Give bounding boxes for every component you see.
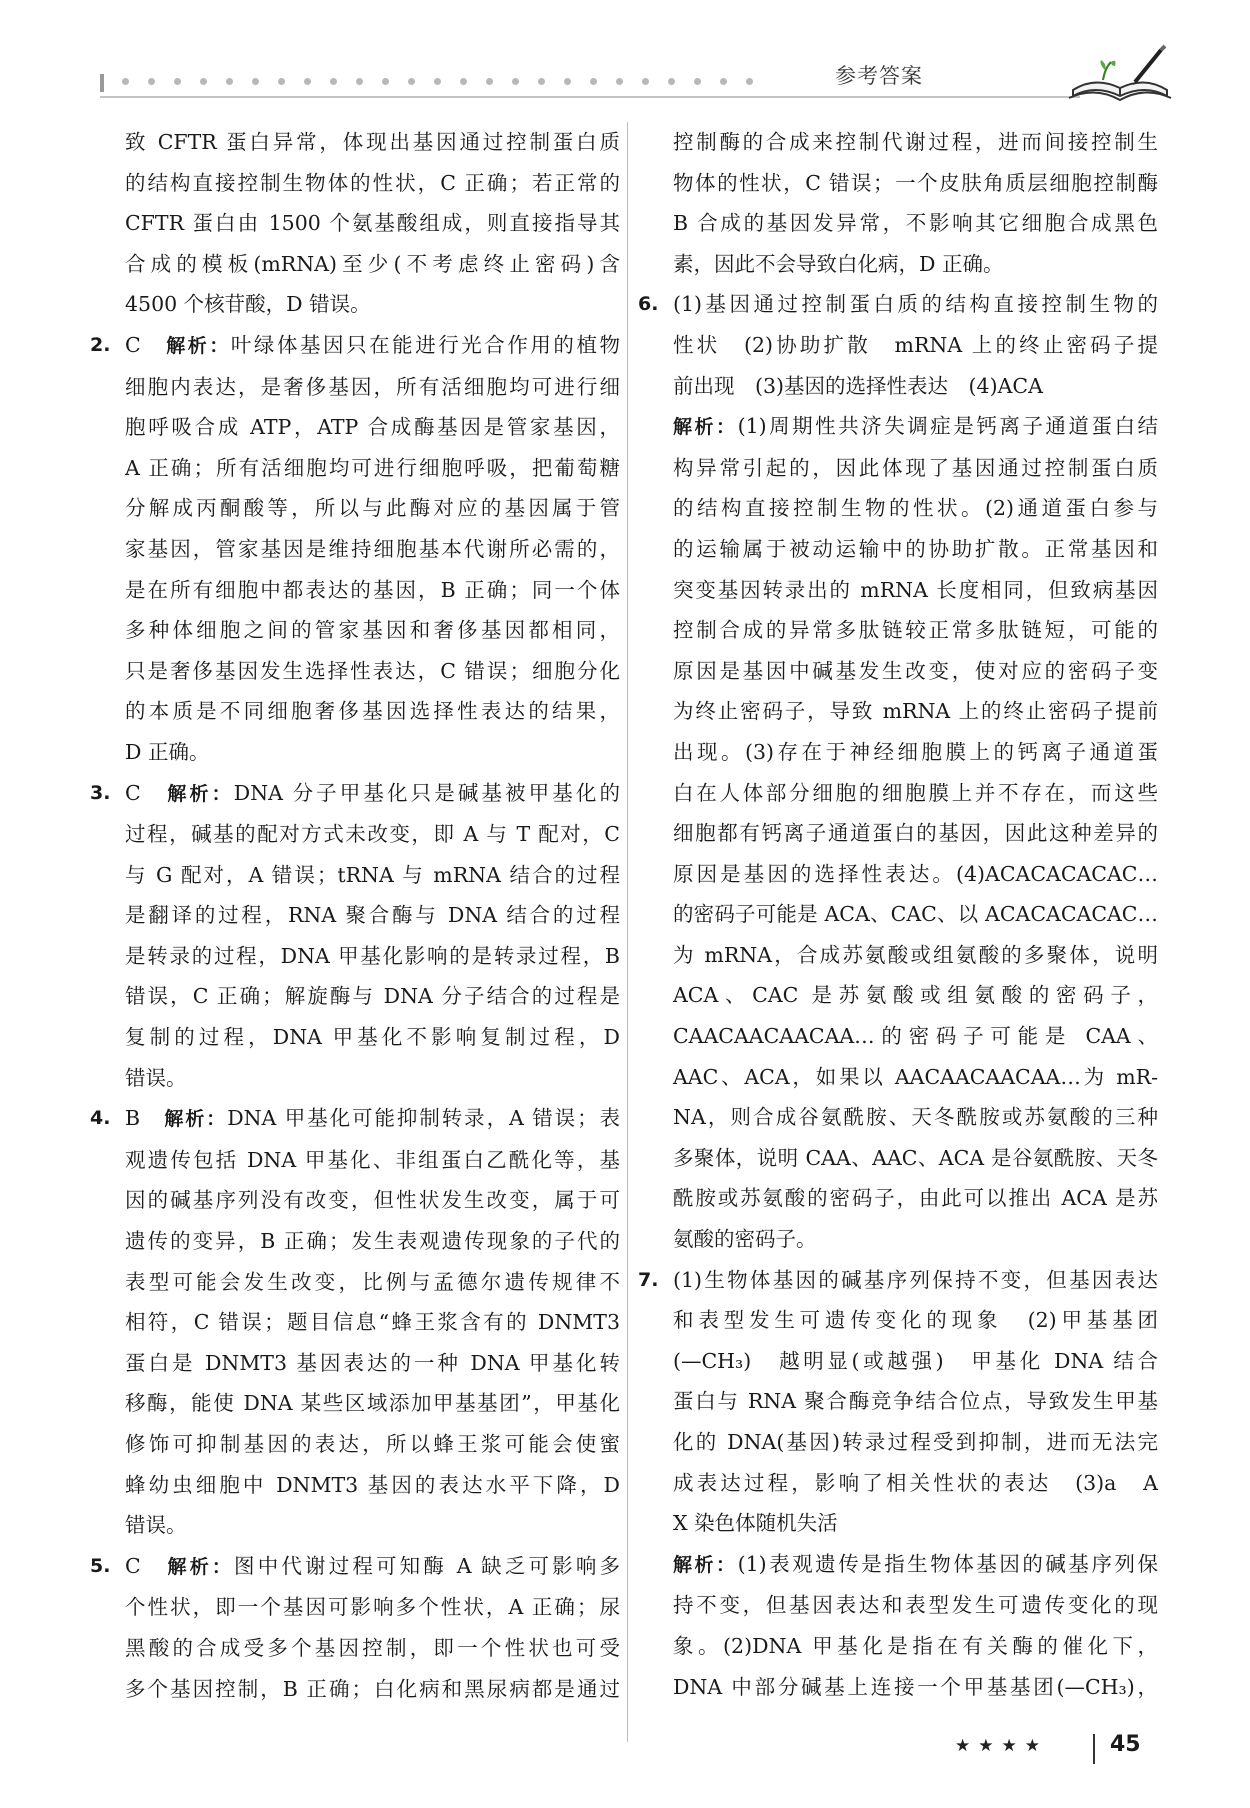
text-line: 白在人体部分细胞的细胞膜上并不存在，而这些 xyxy=(673,780,1158,805)
text-line: 的结构直接控制生物的性状。(2)通道蛋白参与 xyxy=(673,496,1158,521)
text-line: 图中代谢过程可知酶 A 缺乏可影响多 xyxy=(234,1553,620,1578)
text-line: 家基因，管家基因是维持细胞基本代谢所必需的， xyxy=(125,536,620,561)
text-line: A 正确；所有活细胞均可进行细胞呼吸，把葡萄糖 xyxy=(125,455,620,480)
text-line: 个性状，即一个基因可影响多个性状，A 正确；尿 xyxy=(125,1595,620,1620)
text-line: X 染色体随机失活 xyxy=(673,1511,838,1536)
item-number: 7. xyxy=(638,1268,659,1291)
text-line: 胞呼吸合成 ATP，ATP 合成酶基因是管家基因， xyxy=(125,415,620,440)
text-line: 错误。 xyxy=(125,1065,187,1090)
header-rule xyxy=(100,96,1080,98)
text-line: (—CH₃) 越明显(或越强) 甲基化 DNA 结合 xyxy=(673,1348,1158,1373)
text-line: 持不变，但基因表达和表型发生可遗传变化的现 xyxy=(673,1593,1158,1618)
text-line: 黑酸的合成受多个基因控制，即一个性状也可受 xyxy=(125,1635,620,1660)
text-line: 成表达过程，影响了相关性状的表达 (3)a A xyxy=(673,1470,1158,1495)
answer-choice: C xyxy=(125,1553,141,1578)
book-pen-icon xyxy=(1065,40,1175,110)
column-divider xyxy=(627,122,628,1742)
header-accent-bar xyxy=(100,74,104,92)
text-line: 为 mRNA，合成苏氨酸或组氨酸的多聚体，说明 xyxy=(673,942,1158,967)
text-line: 突变基因转录出的 mRNA 长度相同，但致病基因 xyxy=(673,577,1158,602)
text-line: 表型可能会发生改变，比例与孟德尔遗传规律不 xyxy=(125,1269,620,1294)
text-line: 控制合成的异常多肽链较正常多肽链短，可能的 xyxy=(673,618,1158,643)
text-line: (1)表观遗传是指生物体基因的碱基序列保 xyxy=(737,1551,1158,1576)
text-line: 的结构直接控制生物体的性状，C 正确；若正常的 xyxy=(125,170,620,195)
answer-item-7 xyxy=(638,1260,1158,1708)
answer-choice: C xyxy=(125,780,141,805)
text-line: 修饰可抑制基因的表达，所以蜂王浆可能会使蜜 xyxy=(125,1432,620,1456)
text-line: 相符，C 错误；题目信息“蜂王浆含有的 DNMT3 xyxy=(125,1310,620,1335)
text-line: 控制酶的合成来控制代谢过程，进而间接控制生 xyxy=(673,130,1158,154)
analysis-label: 解析： xyxy=(673,1553,738,1576)
text-line: 氨酸的密码子。 xyxy=(673,1227,817,1252)
text-line: B 合成的基因发异常，不影响其它细胞合成黑色 xyxy=(673,211,1158,236)
text-line: 的密码子可能是 ACA、CAC、以 ACACACACAC… xyxy=(673,902,1158,927)
text-line: 蛋白与 RNA 聚合酶竞争结合位点，导致发生甲基 xyxy=(673,1389,1158,1414)
text-line: DNA 甲基化可能抑制转录，A 错误；表 xyxy=(227,1106,620,1131)
text-line: 蛋白是 DNMT3 基因表达的一种 DNA 甲基化转 xyxy=(125,1350,620,1375)
item-number: 4. xyxy=(90,1107,111,1130)
analysis-label: 解析： xyxy=(673,416,738,439)
answer-item-2 xyxy=(90,325,620,773)
text-line: DNA 分子甲基化只是碱基被甲基化的 xyxy=(233,780,621,805)
text-line: 象。(2)DNA 甲基化是指在有关酶的催化下， xyxy=(673,1633,1158,1658)
text-line: 前出现 (3)基因的选择性表达 (4)ACA xyxy=(673,373,1043,398)
text-line: NA，则合成谷氨酰胺、天冬酰胺或苏氨酸的三种 xyxy=(673,1105,1158,1130)
text-line: 性状 (2)协助扩散 mRNA 上的终止密码子提 xyxy=(673,332,1158,357)
text-line: 的运输属于被动运输中的协助扩散。正常基因和 xyxy=(673,536,1158,561)
text-line: 原因是基因中碱基发生改变，使对应的密码子变 xyxy=(673,658,1158,683)
text-line: 因的碱基序列没有改变，但性状发生改变，属于可 xyxy=(125,1188,620,1213)
page-number: 45 xyxy=(1110,1732,1141,1757)
text-line: 只是奢侈基因发生选择性表达，C 错误；细胞分化 xyxy=(125,658,620,683)
text-line: 错误。 xyxy=(125,1513,187,1538)
text-line: 叶绿体基因只在能进行光合作用的植物 xyxy=(230,332,620,357)
difficulty-stars: ★★★★ xyxy=(955,1736,1048,1756)
item-number: 5. xyxy=(90,1554,111,1577)
text-line: 物体的性状，C 错误；一个皮肤角质层细胞控制酶 xyxy=(673,170,1158,195)
text-line: ACA、CAC 是苏氨酸或组氨酸的密码子， xyxy=(673,983,1158,1008)
answer-continuation xyxy=(100,122,620,325)
text-line: 是转录的过程，DNA 甲基化影响的是转录过程，B xyxy=(125,943,620,968)
text-line: 多种体细胞之间的管家基因和奢侈基因都相同， xyxy=(125,618,620,643)
text-line: 蜂幼虫细胞中 DNMT3 基因的表达水平下降，D xyxy=(125,1472,620,1497)
answer-continuation xyxy=(648,122,1158,284)
text-line: 原因是基因的选择性表达。(4)ACACACACAC… xyxy=(673,861,1158,886)
text-line: 和表型发生可遗传变化的现象 (2)甲基基团 xyxy=(673,1308,1158,1333)
analysis-label: 解析： xyxy=(167,1555,235,1578)
answer-choice: C xyxy=(125,332,141,357)
item-number: 2. xyxy=(90,333,111,356)
item-number: 3. xyxy=(90,781,111,804)
text-line: 酰胺或苏氨酸的密码子，由此可以推出 ACA 是苏 xyxy=(673,1186,1158,1211)
left-column xyxy=(90,122,621,1709)
answer-item-4 xyxy=(90,1098,620,1546)
text-line: (1)生物体基因的碱基序列保持不变，但基因表达 xyxy=(673,1267,1158,1292)
text-line: DNA 中部分碱基上连接一个甲基基团(—CH₃)， xyxy=(673,1674,1158,1699)
page-footer xyxy=(925,1730,1165,1770)
text-line: 出现。(3)存在于神经细胞膜上的钙离子通道蛋 xyxy=(673,739,1158,764)
text-line: CAACAACAACAA…的密码子可能是 CAA、 xyxy=(673,1024,1158,1049)
text-line: 构异常引起的，因此体现了基因通过控制蛋白质 xyxy=(673,455,1158,480)
header-dots xyxy=(122,78,753,85)
text-line: 分解成丙酮酸等，所以与此酶对应的基因属于管 xyxy=(125,496,620,521)
text-line: 合成的模板(mRNA)至少(不考虑终止密码)含 xyxy=(125,251,620,276)
text-line: D 正确。 xyxy=(125,739,210,764)
text-line: 移酶，能使 DNA 某些区域添加甲基基团”，甲基化 xyxy=(125,1391,620,1416)
text-line: 是翻译的过程，RNA 聚合酶与 DNA 结合的过程 xyxy=(125,903,620,928)
answer-item-6 xyxy=(638,284,1158,1259)
text-line: 致 CFTR 蛋白异常，体现出基因通过控制蛋白质 xyxy=(125,130,620,154)
answer-item-3 xyxy=(90,773,621,1099)
text-line: 为终止密码子，导致 mRNA 上的终止密码子提前 xyxy=(673,699,1158,724)
page-section-title: 参考答案 xyxy=(835,64,923,88)
answer-choice: B xyxy=(125,1106,141,1131)
text-line: 遗传的变异，B 正确；发生表观遗传现象的子代的 xyxy=(125,1229,620,1254)
item-number: 6. xyxy=(638,293,659,316)
text-line: 的本质是不同细胞奢侈基因选择性表达的结果， xyxy=(125,699,620,724)
text-line: 4500 个核苷酸，D 错误。 xyxy=(125,292,371,317)
text-line: 过程，碱基的配对方式未改变，即 A 与 T 配对，C xyxy=(125,822,620,847)
text-line: 与 G 配对，A 错误；tRNA 与 mRNA 结合的过程 xyxy=(125,862,620,887)
text-line: 细胞内表达，是奢侈基因，所有活细胞均可进行细 xyxy=(125,374,620,399)
analysis-label: 解析： xyxy=(164,1108,228,1131)
analysis-label: 解析： xyxy=(167,782,234,805)
analysis-label: 解析： xyxy=(166,334,231,357)
right-column xyxy=(638,122,1158,1707)
text-line: 细胞都有钙离子通道蛋白的基因，因此这种差异的 xyxy=(673,821,1158,846)
text-line: 多个基因控制，B 正确；白化病和黑尿病都是通过 xyxy=(125,1676,620,1701)
text-line: (1)周期性共济失调症是钙离子通道蛋白结 xyxy=(737,414,1158,439)
text-line: 复制的过程，DNA 甲基化不影响复制过程，D xyxy=(125,1025,620,1050)
text-line: 多聚体，说明 CAA、AAC、ACA 是谷氨酰胺、天冬 xyxy=(673,1145,1158,1170)
text-line: 化的 DNA(基因)转录过程受到抑制，进而无法完 xyxy=(673,1430,1158,1454)
footer-divider xyxy=(1093,1734,1095,1764)
text-line: (1)基因通过控制蛋白质的结构直接控制生物的 xyxy=(673,292,1158,317)
text-line: AAC、ACA，如果以 AACAACAACAA…为 mR- xyxy=(673,1064,1158,1089)
text-line: 是在所有细胞中都表达的基因，B 正确；同一个体 xyxy=(125,577,620,602)
text-line: 观遗传包括 DNA 甲基化、非组蛋白乙酰化等，基 xyxy=(125,1147,620,1172)
text-line: CFTR 蛋白由 1500 个氨基酸组成，则直接指导其 xyxy=(125,211,620,236)
page-header xyxy=(100,40,1180,100)
answer-item-5 xyxy=(90,1546,620,1709)
text-line: 素，因此不会导致白化病，D 正确。 xyxy=(673,251,1004,276)
text-line: 错误，C 正确；解旋酶与 DNA 分子结合的过程是 xyxy=(125,984,620,1009)
